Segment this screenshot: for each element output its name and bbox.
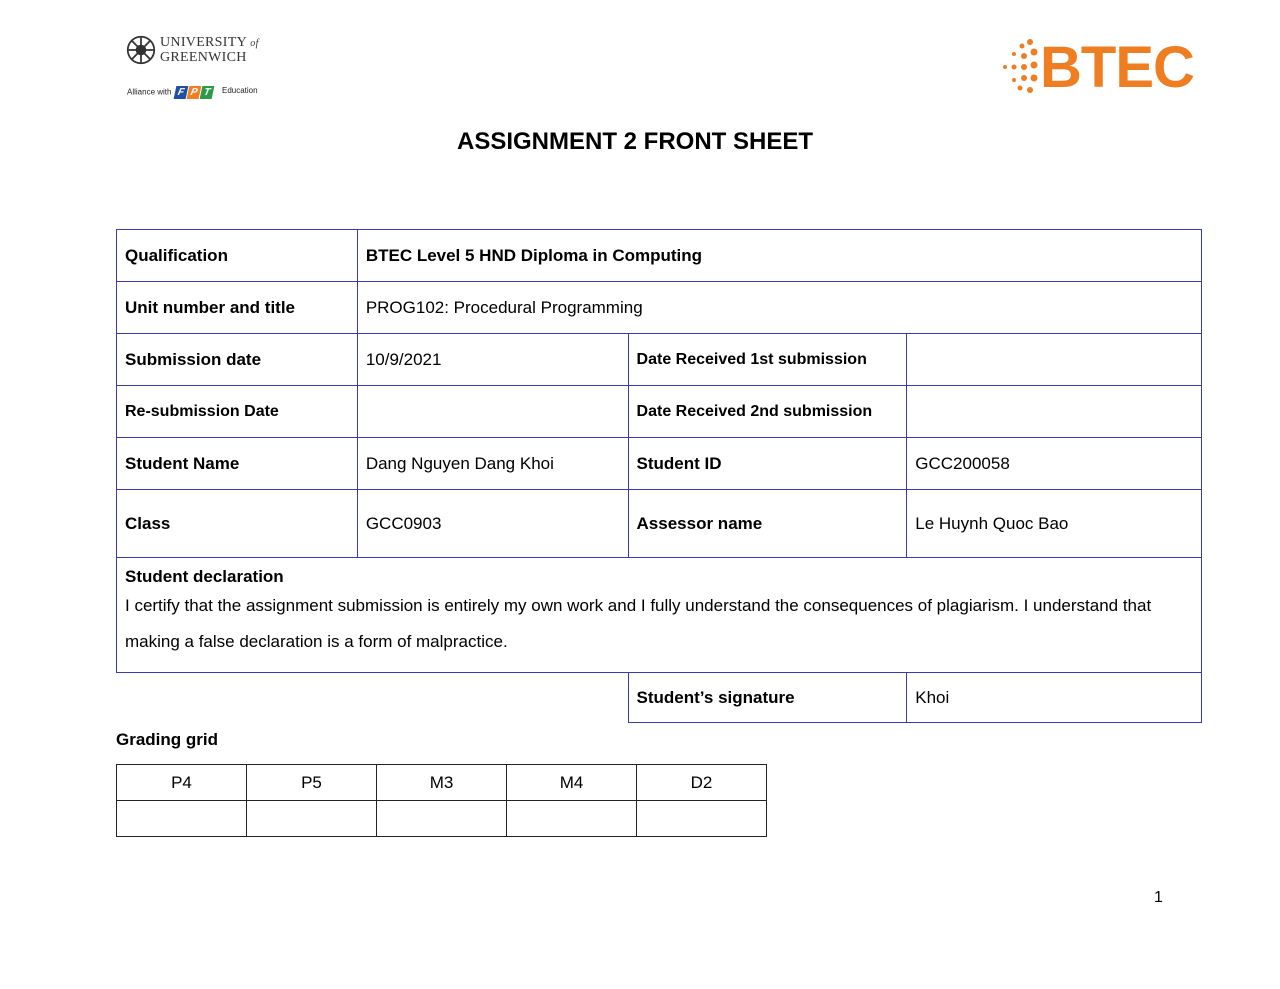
grading-value-row xyxy=(117,801,767,837)
front-sheet-table xyxy=(116,229,1202,723)
fpt-logo-f: F xyxy=(173,86,188,99)
education-text: Education xyxy=(222,86,258,95)
signature-spacer xyxy=(117,673,629,723)
unit-label: Unit number and title xyxy=(117,282,358,334)
fpt-logo-p: P xyxy=(186,86,201,99)
declaration-title: Student declaration xyxy=(125,567,284,586)
grading-grid-label: Grading grid xyxy=(116,730,218,749)
grade-header-p5: P5 xyxy=(247,765,377,801)
student-id-label: Student ID xyxy=(628,438,907,490)
grade-header-p4: P4 xyxy=(117,765,247,801)
student-name-value: Dang Nguyen Dang Khoi xyxy=(357,438,628,490)
grade-value-d2 xyxy=(637,801,767,837)
class-label: Class xyxy=(117,490,358,558)
submission-date-value: 10/9/2021 xyxy=(357,334,628,386)
resubmission-date-label: Re-submission Date xyxy=(117,386,358,438)
grade-value-p4 xyxy=(117,801,247,837)
date-received-2nd-label: Date Received 2nd submission xyxy=(628,386,907,438)
date-received-1st-value xyxy=(907,334,1202,386)
assessor-value: Le Huynh Quoc Bao xyxy=(907,490,1202,558)
date-received-1st-label: Date Received 1st submission xyxy=(628,334,907,386)
assessor-label: Assessor name xyxy=(628,490,907,558)
page-title: ASSIGNMENT 2 FRONT SHEET xyxy=(456,128,814,155)
grade-header-d2: D2 xyxy=(637,765,767,801)
grade-header-m3: M3 xyxy=(377,765,507,801)
signature-value: Khoi xyxy=(907,673,1202,723)
student-id-value: GCC200058 xyxy=(907,438,1202,490)
grade-value-p5 xyxy=(247,801,377,837)
grade-header-m4: M4 xyxy=(507,765,637,801)
qualification-value: BTEC Level 5 HND Diploma in Computing xyxy=(357,230,1201,282)
university-crest-icon xyxy=(126,35,156,65)
resubmission-date-value xyxy=(357,386,628,438)
declaration-text: I certify that the assignment submission is entirely my own work and I fully understand the consequences of plagiarism. I understand that making a false declaration is a form of malpractice. xyxy=(125,596,1152,651)
btec-dots-icon xyxy=(1000,38,1040,96)
alliance-text: Alliance with F P T xyxy=(127,86,213,99)
submission-date-label: Submission date xyxy=(117,334,358,386)
qualification-label: Qualification xyxy=(117,230,358,282)
class-value: GCC0903 xyxy=(357,490,628,558)
university-logo: UNIVERSITY of GREENWICH xyxy=(160,35,259,65)
btec-logo: BTEC xyxy=(1040,35,1194,100)
grading-grid xyxy=(116,764,767,837)
fpt-logo-t: T xyxy=(199,86,214,99)
grade-value-m4 xyxy=(507,801,637,837)
student-declaration xyxy=(117,558,1202,673)
date-received-2nd-value xyxy=(907,386,1202,438)
unit-value: PROG102: Procedural Programming xyxy=(357,282,1201,334)
grading-header-row xyxy=(117,765,767,801)
page-number: 1 xyxy=(1154,889,1163,906)
student-name-label: Student Name xyxy=(117,438,358,490)
signature-label: Student’s signature xyxy=(628,673,907,723)
grade-value-m3 xyxy=(377,801,507,837)
